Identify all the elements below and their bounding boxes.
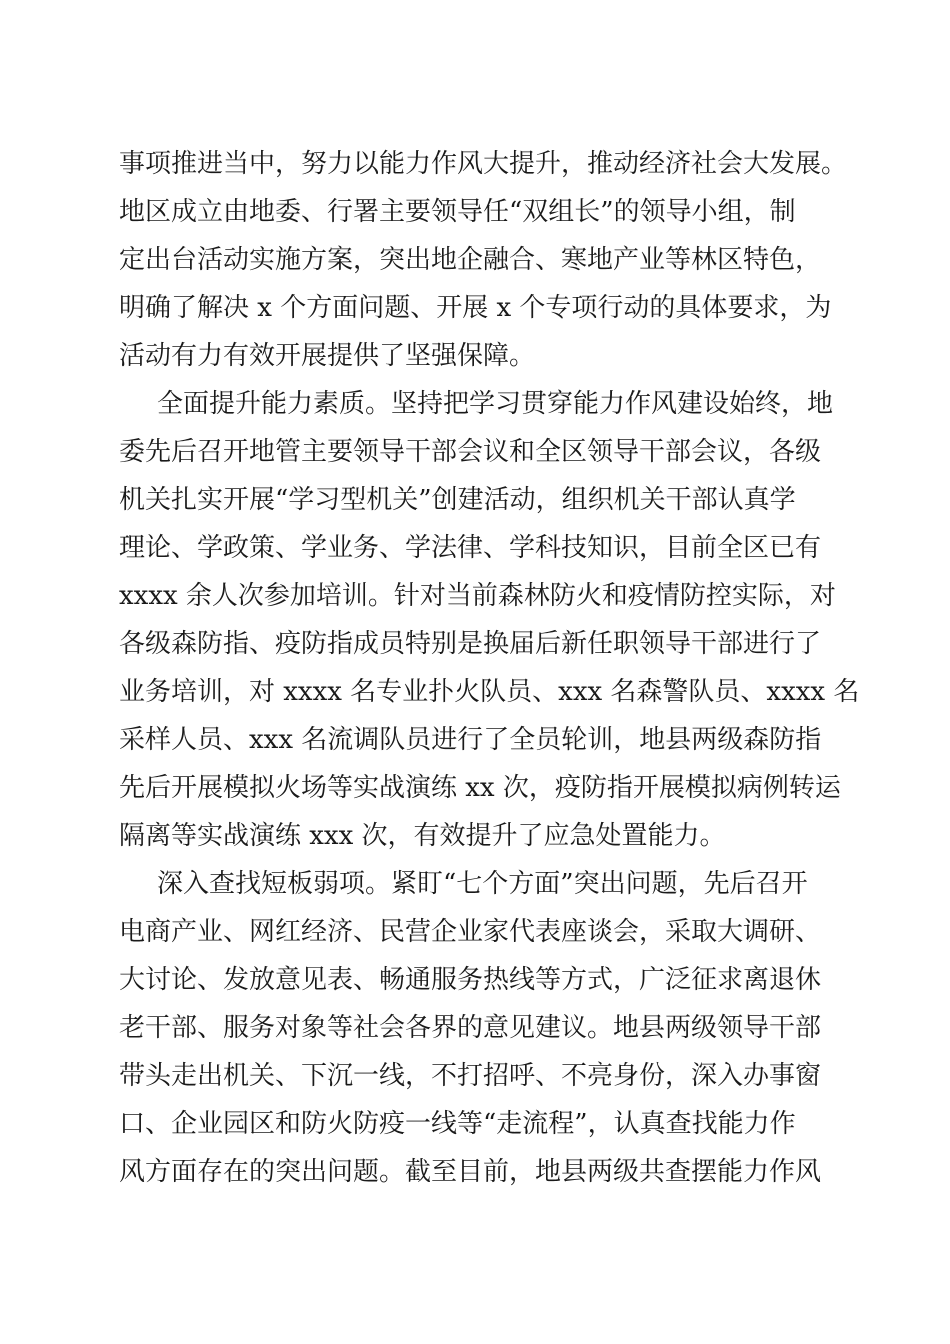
text-line: 口、企业园区和防火防疫一线等“走流程”，认真查找能力作: [119, 1109, 796, 1139]
text-line: 各级森防指、疫防指成员特别是换届后新任职领导干部进行了: [119, 629, 822, 659]
paragraph-heading-line: 深入查找短板弱项。紧盯“七个方面”突出问题，先后召开: [157, 869, 808, 899]
text-line: 明确了解决 x 个方面问题、开展 x 个专项行动的具体要求，为: [119, 293, 832, 323]
text-line: 活动有力有效开展提供了坚强保障。: [119, 341, 536, 371]
text-line: 电商产业、网红经济、民营企业家代表座谈会，采取大调研、: [119, 917, 822, 947]
text-line: 老干部、服务对象等社会各界的意见建议。地县两级领导干部: [119, 1013, 822, 1043]
text-line: 采样人员、xxx 名流调队员进行了全员轮训，地县两级森防指: [119, 725, 822, 755]
text-line: 定出台活动实施方案，突出地企融合、寒地产业等林区特色，: [119, 245, 822, 275]
text-line: 带头走出机关、下沉一线，不打招呼、不亮身份，深入办事窗: [119, 1061, 822, 1091]
text-line: 委先后召开地管主要领导干部会议和全区领导干部会议，各级: [119, 437, 822, 467]
text-line: 大讨论、发放意见表、畅通服务热线等方式，广泛征求离退休: [119, 965, 822, 995]
text-line: 机关扎实开展“学习型机关”创建活动，组织机关干部认真学: [119, 485, 796, 515]
paragraph-heading-line: 全面提升能力素质。坚持把学习贯穿能力作风建设始终，地: [157, 389, 834, 419]
text-line: 业务培训，对 xxxx 名专业扑火队员、xxx 名森警队员、xxxx 名: [119, 677, 860, 707]
text-line: 事项推进当中，努力以能力作风大提升，推动经济社会大发展。: [119, 149, 848, 179]
text-line: 隔离等实战演练 xxx 次，有效提升了应急处置能力。: [119, 821, 726, 851]
text-line: 地区成立由地委、行署主要领导任“双组长”的领导小组，制: [119, 197, 796, 227]
text-line: 理论、学政策、学业务、学法律、学科技知识，目前全区已有: [119, 533, 822, 563]
text-line: xxxx 余人次参加培训。针对当前森林防火和疫情防控实际，对: [119, 581, 836, 611]
text-line: 风方面存在的突出问题。截至目前，地县两级共查摆能力作风: [119, 1157, 822, 1187]
text-line: 先后开展模拟火场等实战演练 xx 次，疫防指开展模拟病例转运: [119, 773, 841, 803]
